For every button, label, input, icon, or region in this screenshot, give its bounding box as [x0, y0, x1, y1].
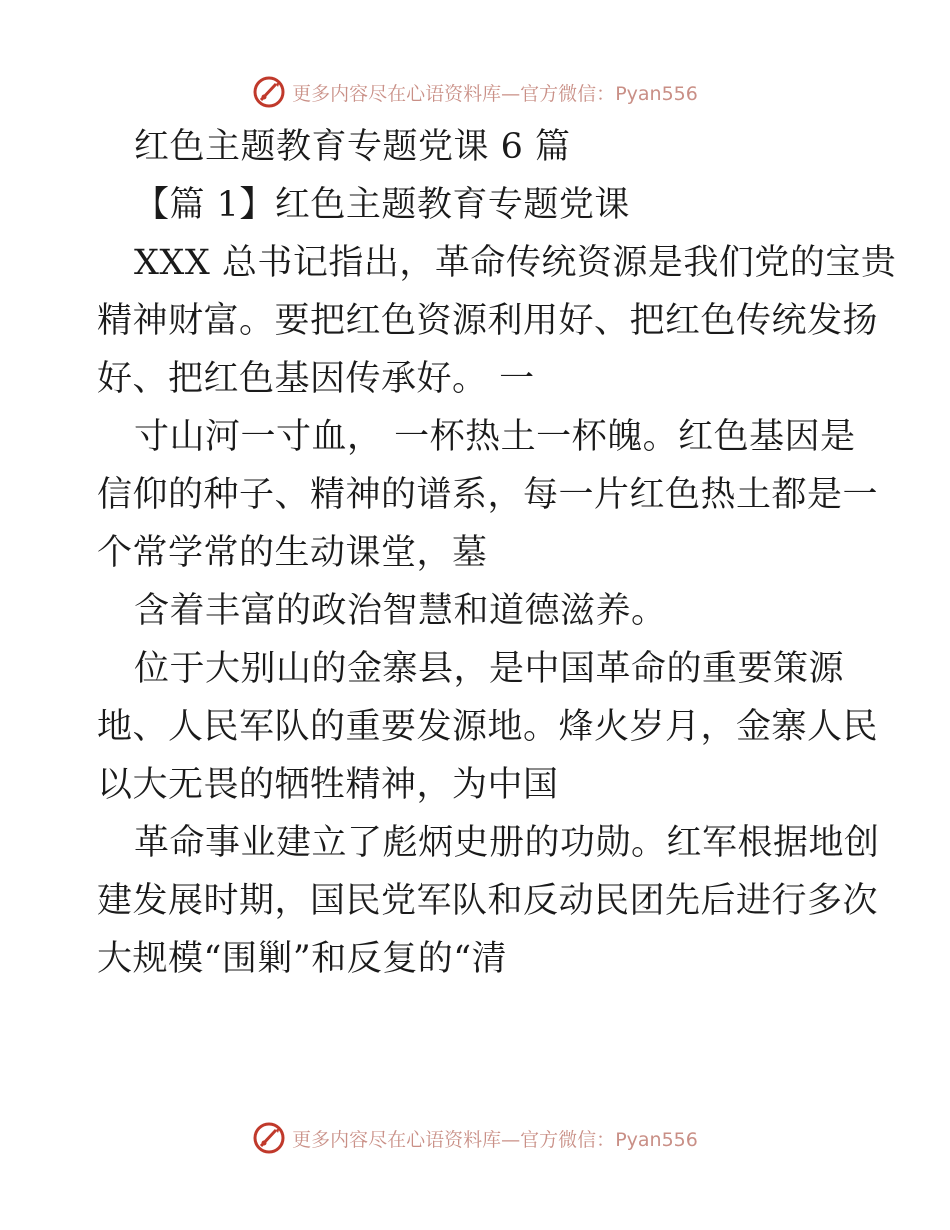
watermark-wechat-id: Pyan556 [615, 1128, 698, 1151]
paragraph-line: XXX 总书记指出，革命传统资源是我们党的宝贵 [134, 243, 897, 283]
paragraph-line: 大规模“围剿”和反复的“清 [97, 939, 508, 979]
section-heading: 【篇 1】红色主题教育专题党课 [134, 185, 630, 225]
watermark-wechat-id: Pyan556 [615, 82, 698, 105]
document-title: 红色主题教育专题党课 6 篇 [134, 127, 571, 167]
watermark-text [292, 79, 698, 106]
document-body [97, 118, 897, 988]
watermark-wechat-label: 官方微信： [520, 1128, 616, 1151]
watermark-main: 更多内容尽在心语资料库 [292, 1128, 502, 1151]
quill-logo-icon [252, 1121, 286, 1155]
watermark-separator: — [501, 82, 521, 105]
paragraph-line: 精神财富。要把红色资源利用好、把红色传统发扬 [97, 301, 879, 341]
paragraph-line: 以大无畏的牺牲精神，为中国 [97, 765, 559, 805]
watermark-separator: — [501, 1128, 521, 1151]
header-watermark [0, 72, 950, 112]
footer-watermark [0, 1118, 950, 1158]
paragraph-line: 个常学常的生动课堂，墓 [97, 533, 488, 573]
paragraph-line: 寸山河一寸血， 一杯热土一杯魄。红色基因是 [134, 417, 856, 457]
paragraph-line: 地、人民军队的重要发源地。烽火岁月，金寨人民 [97, 707, 879, 747]
paragraph-line: 建发展时期，国民党军队和反动民团先后进行多次 [97, 881, 879, 921]
watermark-main: 更多内容尽在心语资料库 [292, 82, 502, 105]
paragraph-line: 好、把红色基因传承好。 一 [97, 359, 535, 399]
watermark-wechat-label: 官方微信： [520, 82, 616, 105]
quill-logo-icon [252, 75, 286, 109]
paragraph-line: 位于大别山的金寨县，是中国革命的重要策源 [134, 649, 845, 689]
paragraph-line: 信仰的种子、精神的谱系，每一片红色热土都是一 [97, 475, 879, 515]
paragraph-line: 含着丰富的政治智慧和道德滋养。 [134, 591, 667, 631]
paragraph-line: 革命事业建立了彪炳史册的功勋。红军根据地创 [134, 823, 880, 863]
watermark-text [292, 1125, 698, 1152]
